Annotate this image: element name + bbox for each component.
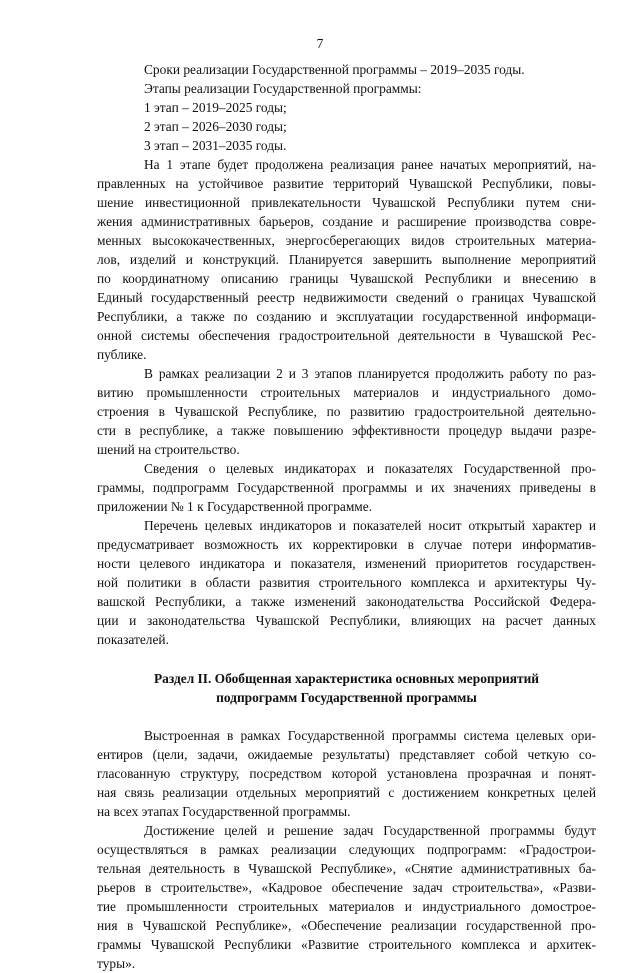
paragraph-line: Достижение целей и решение задач Государственной программы будут	[144, 823, 596, 838]
intro-line: Сроки реализации Государственной программы – 2019–2035 годы.	[144, 62, 525, 77]
paragraph-line: ной политики в области развития строительного комплекса и архитектуры Чу-	[97, 575, 596, 590]
paragraph-line: лов, изделий и конструкций. Планируется завершить выполнение мероприятий	[97, 252, 596, 267]
paragraph-line: осуществляться в рамках реализации следующих подпрограмм: «Градострои-	[97, 842, 596, 857]
paragraph-line: шение инвестиционной привлекательности Чувашской Республики путем сни-	[97, 195, 596, 210]
paragraph-line: приложении № 1 к Государственной программе.	[97, 499, 373, 514]
paragraph-line: на всех этапах Государственной программы.	[97, 804, 351, 819]
paragraph-line: На 1 этапе будет продолжена реализация ранее начатых мероприятий, на-	[144, 157, 596, 172]
paragraph-line: гласованную структуру, посредством которой установлена прозрачная и понят-	[97, 766, 596, 781]
paragraph-line: туры».	[97, 956, 136, 971]
paragraph-line: правленных на устойчивое развитие территорий Чувашской Республики, повы-	[97, 176, 596, 191]
intro-line: 1 этап – 2019–2025 годы;	[144, 100, 287, 115]
paragraph-subprograms	[97, 821, 596, 973]
paragraph-line: сти в республике, а также повышению эффективности процедур выдачи разре-	[97, 423, 596, 438]
paragraph-line: ная связь реализации отдельных мероприятий с достижением конкретных целей	[97, 785, 596, 800]
section-heading-line: Раздел II. Обобщенная характеристика основных мероприятий	[153, 671, 540, 686]
paragraph-line: менных высококачественных, энергосберегающих видов строительных материа-	[97, 233, 596, 248]
paragraph-indicators-info	[97, 459, 596, 516]
paragraph-line: В рамках реализации 2 и 3 этапов планируется продолжить работу по раз-	[144, 366, 596, 381]
page-number: 7	[316, 36, 324, 51]
paragraph-line: ции и законодательства Чувашской Республики, влияющих на расчет данных	[97, 613, 596, 628]
paragraph-line: шений на строительство.	[97, 442, 240, 457]
paragraph-target-system	[97, 726, 596, 821]
paragraph-line: витию промышленности строительных материалов и индустриального домо-	[97, 385, 596, 400]
paragraph-line: Республики, а также по созданию и эксплуатации государственной информаци-	[97, 309, 596, 324]
intro-line: 2 этап – 2026–2030 годы;	[144, 119, 287, 134]
paragraph-line: граммы Чувашской Республики «Развитие строительного комплекса и архитек-	[97, 937, 596, 952]
paragraph-indicators-list	[97, 516, 596, 649]
paragraph-line: онной системы обеспечения градостроительной деятельности в Чувашской Рес-	[97, 328, 596, 343]
paragraph-line: ентиров (цели, задачи, ожидаемые результаты) представляет собой четкую со-	[97, 747, 596, 762]
paragraph-line: Сведения о целевых индикаторах и показателях Государственной про-	[144, 461, 596, 476]
paragraph-line: по координатному описанию границы Чувашской Республики и внесению в	[97, 271, 596, 286]
section-heading-line: подпрограмм Государственной программы	[216, 690, 477, 705]
document-body	[97, 60, 596, 973]
paragraph-line: тие промышленности строительных материалов и индустриального домострое-	[97, 899, 596, 914]
paragraph-line: Перечень целевых индикаторов и показателей носит открытый характер и	[144, 518, 596, 533]
intro-line: Этапы реализации Государственной программы:	[144, 81, 422, 96]
paragraph-stages-2-3	[97, 364, 596, 459]
paragraph-line: Выстроенная в рамках Государственной программы система целевых ори-	[144, 728, 596, 743]
section-heading	[97, 669, 596, 707]
paragraph-line: предусматривает возможность их корректировки в случае потери информатив-	[97, 537, 596, 552]
paragraph-line: жения административных барьеров, создание и расширение производства совре-	[97, 214, 596, 229]
paragraph-line: рьеров в строительстве», «Кадровое обеспечение задач строительства», «Разви-	[97, 880, 596, 895]
intro-block	[144, 60, 596, 155]
paragraph-line: показателей.	[97, 632, 169, 647]
paragraph-line: тельная деятельность в Чувашской Республике», «Снятие административных ба-	[97, 861, 596, 876]
paragraph-line: публике.	[97, 347, 147, 362]
paragraph-stage-1	[97, 155, 596, 364]
intro-line: 3 этап – 2031–2035 годы.	[144, 138, 287, 153]
paragraph-line: Единый государственный реестр недвижимости сведений о границах Чувашской	[97, 290, 596, 305]
paragraph-line: вашской Республики, а также изменений законодательства Российской Федера-	[97, 594, 596, 609]
paragraph-line: строения в Чувашской Республике, по развитию градостроительной деятельно-	[97, 404, 596, 419]
paragraph-line: ния в Чувашской Республике», «Обеспечение реализации государственной про-	[97, 918, 596, 933]
paragraph-line: граммы, подпрограмм Государственной программы и их значениях приведены в	[97, 480, 596, 495]
paragraph-line: ности целевого индикатора и показателя, изменений приоритетов государствен-	[97, 556, 596, 571]
